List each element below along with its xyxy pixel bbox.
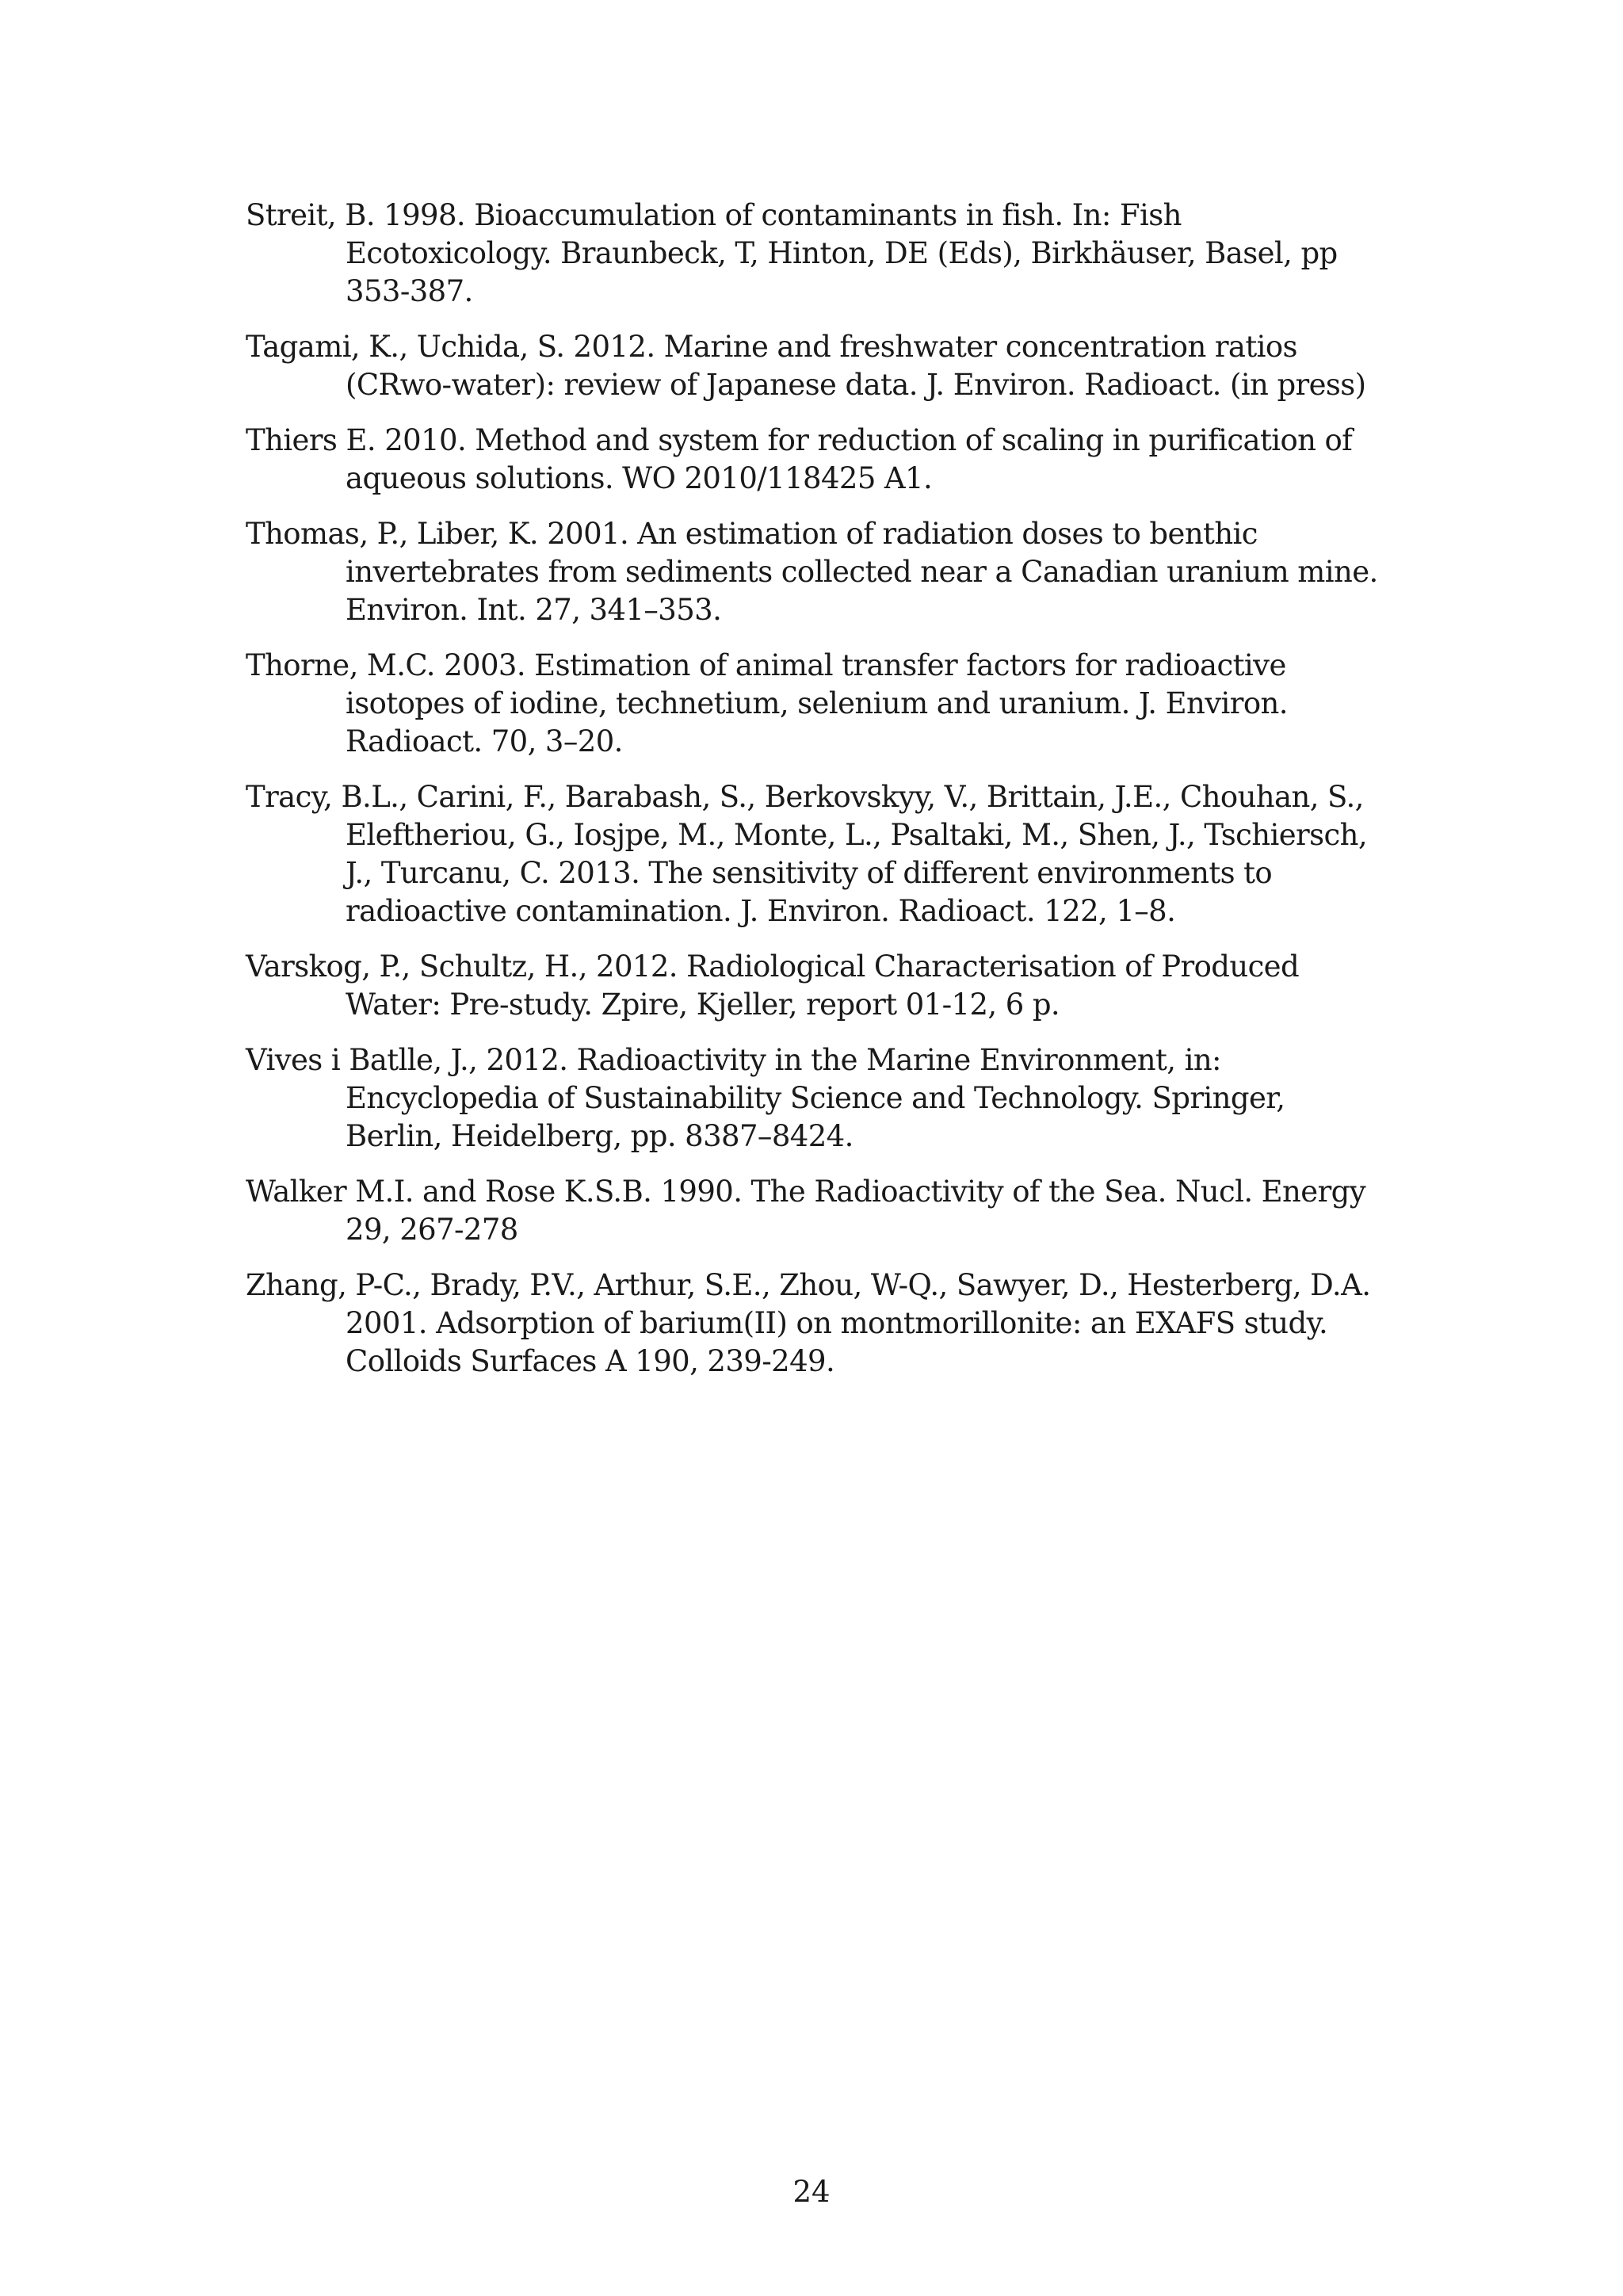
reference-list: [246, 197, 1387, 1398]
reference-thiers-2010: Thiers E. 2010. Method and system for reduction of scaling in purification of aqueous solutions. WO 2010/118425 A1.: [246, 423, 1353, 495]
reference-tracy-2013: Tracy, B.L., Carini, F., Barabash, S., Berkovskyy, V., Brittain, J.E., Chouhan, S., Eleftheriou, G., Iosjpe, M., Monte, L., Psaltaki, M., Shen, J., Tschiersch, J., Turcanu, C. 2013. The sensitivity of different environments to radioactive contamination. J. Environ. Radioact. 122, 1–8.: [246, 780, 1368, 928]
reference-zhang-2001: Zhang, P-C., Brady, P.V., Arthur, S.E., Zhou, W-Q., Sawyer, D., Hesterberg, D.A. 2001. Adsorption of barium(II) on montmorillonite: an EXAFS study. Colloids Surfaces A 190, 239-249.: [246, 1268, 1371, 1378]
reference-thorne-2003: Thorne, M.C. 2003. Estimation of animal transfer factors for radioactive isotopes of iodine, technetium, selenium and uranium. J. Environ. Radioact. 70, 3–20.: [246, 648, 1288, 758]
reference-thomas-2001: Thomas, P., Liber, K. 2001. An estimation of radiation doses to benthic invertebrates from sediments collected near a Canadian uranium mine. Environ. Int. 27, 341–353.: [246, 517, 1378, 627]
reference-varskog-2012: Varskog, P., Schultz, H., 2012. Radiological Characterisation of Produced Water: Pre-study. Zpire, Kjeller, report 01-12, 6 p.: [246, 949, 1300, 1022]
reference-walker-1990: Walker M.I. and Rose K.S.B. 1990. The Radioactivity of the Sea. Nucl. Energy 29, 267-278: [246, 1175, 1366, 1247]
reference-tagami-2012: Tagami, K., Uchida, S. 2012. Marine and freshwater concentration ratios (CRwo-water): review of Japanese data. J. Environ. Radioact. (in press): [246, 330, 1366, 402]
page-number: 24: [792, 2175, 831, 2209]
reference-streit-1998: Streit, B. 1998. Bioaccumulation of contaminants in fish. In: Fish Ecotoxicology. Braunbeck, T, Hinton, DE (Eds), Birkhäuser, Basel, pp 353-387.: [246, 198, 1338, 308]
reference-vives-2012: Vives i Batlle, J., 2012. Radioactivity in the Marine Environment, in: Encyclopedia of Sustainability Science and Technology. Springer, Berlin, Heidelberg, pp. 8387–8424.: [246, 1043, 1285, 1153]
